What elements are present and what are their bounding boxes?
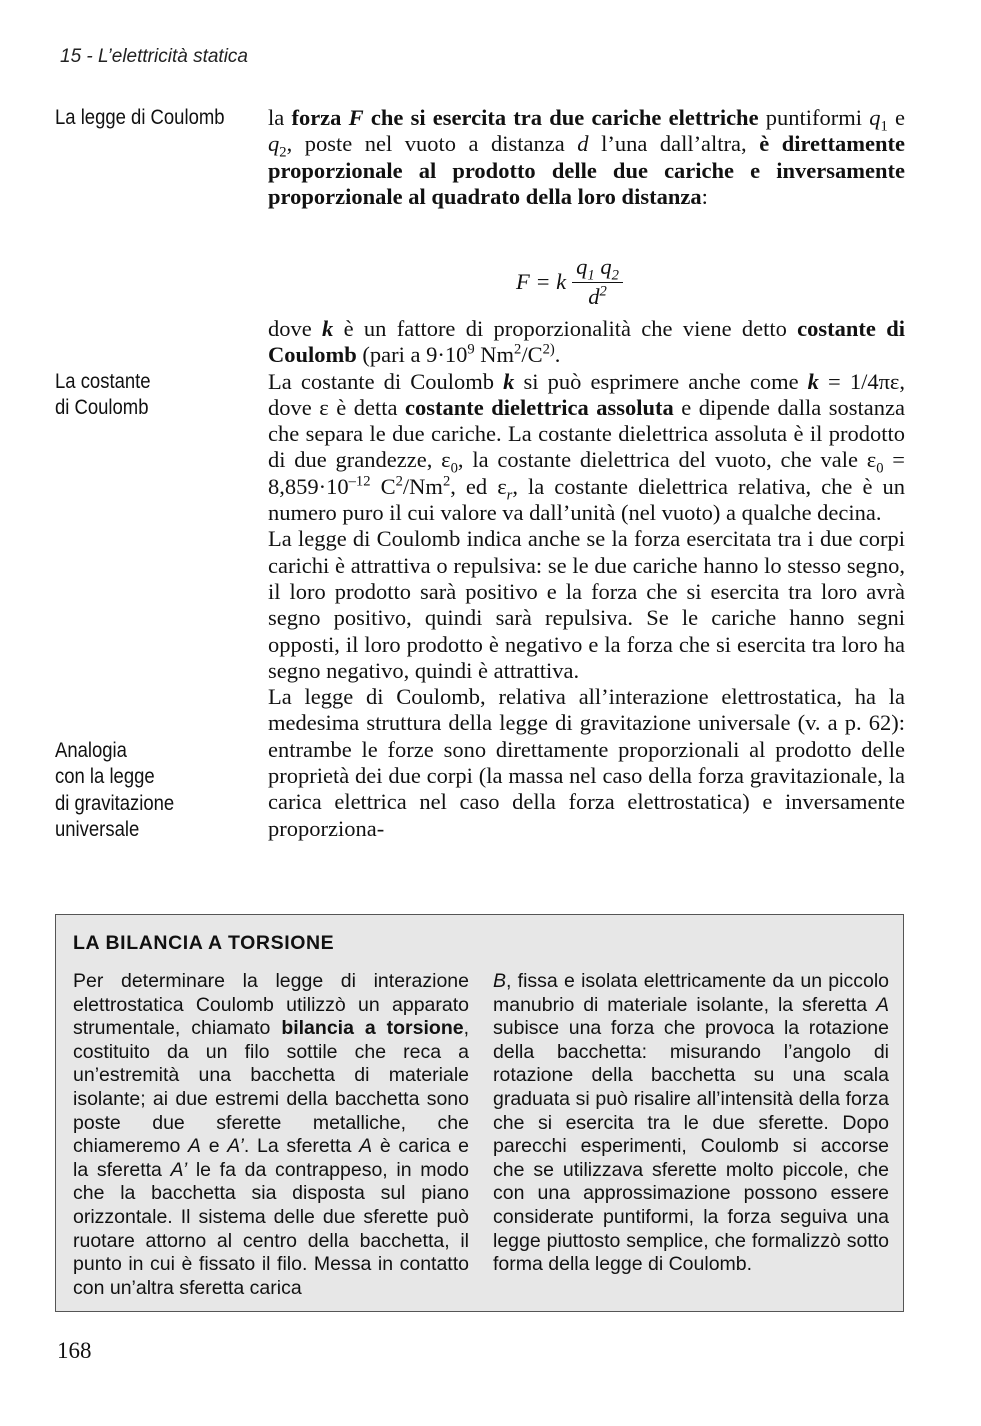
paragraph-force-sign: La legge di Coulomb indica anche se la forza esercitata tra i due corpi carichi è attrattiva o repulsiva: se le due cariche hanno lo stesso segno, il loro prodotto sarà positivo e la forza che si esercita tra loro avrà segno positivo, quindi sarà repulsiva. Se le cariche hanno segni opposti, il loro prodotto è negativo e la forza che si esercita tra loro ha segno negativo, quindi è attrattiva. bbox=[268, 526, 905, 683]
paragraph-coulomb-constant-definition: dove k è un fattore di proporzionalità che viene detto costante di Coulomb (pari a $9\cdot 10^9$ $Nm^2/C^{2)}$. bbox=[268, 316, 905, 368]
margin-note-line: universale bbox=[55, 817, 140, 841]
margin-note-line: con la legge bbox=[55, 765, 155, 789]
formula-denominator: $d^2$ bbox=[588, 283, 607, 309]
formula-lhs: F = k bbox=[516, 269, 567, 294]
running-head: 15 - L’elettricità statica bbox=[60, 46, 248, 67]
margin-note-coulomb-constant bbox=[55, 369, 231, 422]
box-column-right: B, fissa e isolata elettricamente da un piccolo manubrio di materiale isolante, la sferetta A subisce una forza che provoca la rotazione della bacchetta: misurando l’angolo di rotazione della bacchetta su una scala graduata si può risalire all’intensità della forza che si esercita tra le due sferette. Dopo parecchi esperimenti, Coulomb si accorse che se utilizzava sferette molto piccole, che con una approssimazione possono essere considerate puntiformi, la forza seguiva una legge piuttosto semplice, che formalizzò sotto forma della legge di Coulomb. bbox=[493, 970, 889, 1276]
margin-note-line: di gravitazione bbox=[55, 791, 175, 815]
margin-note-line: Analogia bbox=[55, 739, 127, 762]
torsion-balance-box bbox=[55, 914, 904, 1312]
margin-note-line: di Coulomb bbox=[55, 396, 149, 420]
margin-note-gravitation-analogy bbox=[55, 738, 231, 843]
formula-numerator: $q_1$ $q_2$ bbox=[572, 254, 623, 283]
paragraph-gravitation-analogy: La legge di Coulomb, relativa all’interazione elettrostatica, ha la medesima struttura della legge di gravitazione universale (v. a p. 62): entrambe le forze sono direttamente proporzionali al prodotto delle proprietà dei due corpi (la massa nel caso della forza gravitazionale, la carica elettrica nel caso della forza elettrostatica) e inversamente proporziona- bbox=[268, 684, 905, 841]
paragraph-coulomb-law: la forza F che si esercita tra due cariche elettriche puntiformi $q_1$ e $q_2$, poste nel vuoto a distanza d l’una dall’altra, è direttamente proporzionale al prodotto delle due cariche e inversamente proporzionale al quadrato della loro distanza: bbox=[268, 105, 905, 209]
margin-note-coulomb-law: La legge di Coulomb bbox=[55, 106, 225, 129]
paragraph-body bbox=[268, 316, 905, 842]
formula-fraction bbox=[572, 254, 623, 310]
margin-note-line: La costante bbox=[55, 370, 151, 393]
page-number: 168 bbox=[57, 1338, 92, 1363]
box-title: LA BILANCIA A TORSIONE bbox=[73, 932, 335, 954]
paragraph-dielectric-constant: La costante di Coulomb k si può esprimere anche come k = 1/4πε, dove ε è detta costante dielettrica assoluta e dipende dalla sostanza che separa le due cariche. La costante dielettrica assoluta è il prodotto di due grandezze, $\varepsilon_0$, la costante dielettrica del vuoto, che vale $\varepsilon_0 = 8,859\cdot 10^{-12}$ $C^2/Nm^2$, ed $\varepsilon_r$, la costante dielettrica relativa, che è un numero puro il cui valore va dall’unità (nel vuoto) a qualche decina. bbox=[268, 368, 906, 526]
box-column-left: Per determinare la legge di interazione elettrostatica Coulomb utilizzò un apparato strumentale, chiamato bilancia a torsione, costituito da un filo sottile che reca a un’estremità una bacchetta di materiale isolante; ai due estremi della bacchetta sono poste due sferette metalliche, che chiameremo A e A’. La sferetta A è carica e la sferetta A’ le fa da contrappeso, in modo che la bacchetta sia disposta sul piano orizzontale. Il sistema delle due sferette può ruotare attorno al centro della bacchetta, il punto in cui è fissato il filo. Messa in contatto con un’altra sferetta carica bbox=[73, 970, 469, 1299]
coulomb-formula bbox=[516, 254, 623, 310]
